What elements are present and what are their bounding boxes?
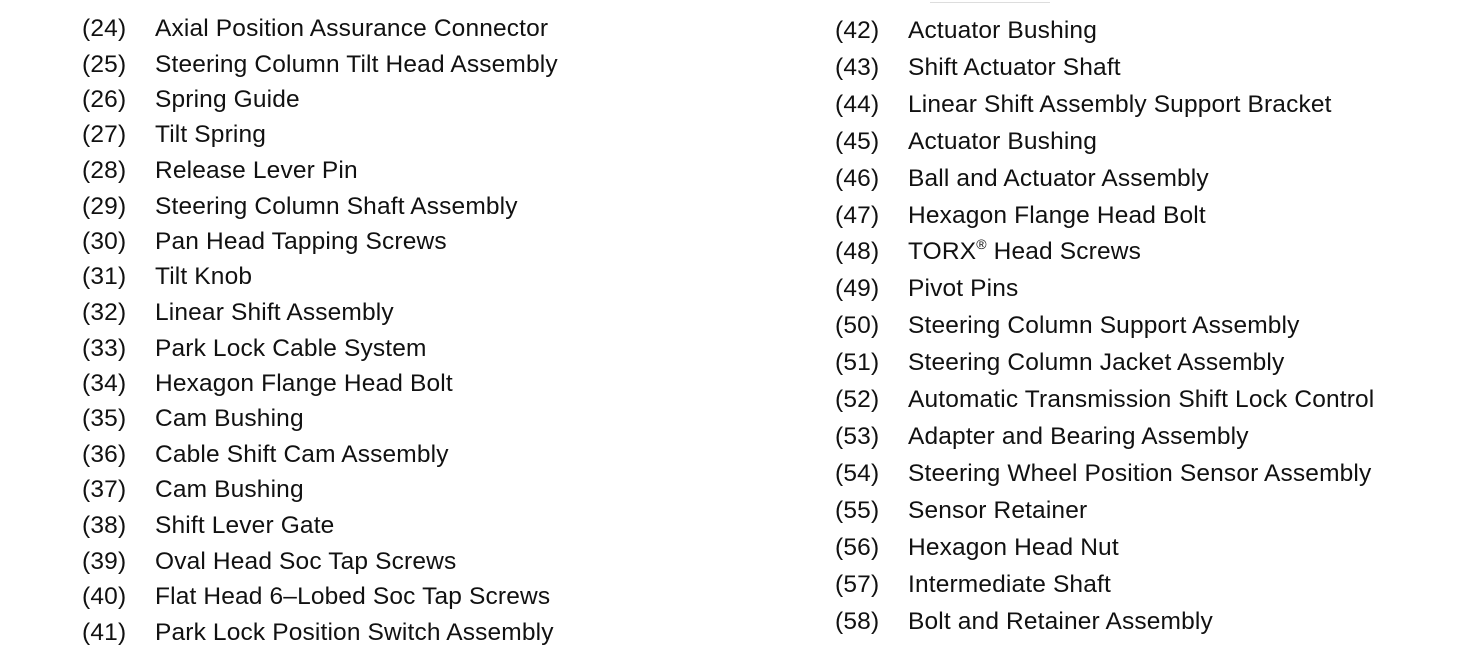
item-label: Flat Head 6–Lobed Soc Tap Screws	[155, 583, 551, 610]
item-number: (38)	[82, 512, 127, 539]
torx-label-suffix: Head Screws	[986, 238, 1141, 265]
item-number: (46)	[835, 165, 880, 192]
item-number: (47)	[835, 202, 880, 229]
item-number: (54)	[835, 460, 880, 487]
item-number: (58)	[835, 608, 880, 635]
item-number: (55)	[835, 497, 880, 524]
item-label: Pivot Pins	[908, 275, 1019, 302]
item-label: Shift Lever Gate	[155, 512, 335, 539]
item-label: Cam Bushing	[155, 476, 304, 503]
item-label: Steering Column Tilt Head Assembly	[155, 51, 558, 78]
item-label: Oval Head Soc Tap Screws	[155, 548, 457, 575]
item-number: (29)	[82, 193, 127, 220]
item-number: (50)	[835, 312, 880, 339]
item-number: (27)	[82, 121, 127, 148]
item-number: (53)	[835, 423, 880, 450]
item-number: (37)	[82, 476, 127, 503]
item-number: (32)	[82, 299, 127, 326]
item-number: (42)	[835, 17, 880, 44]
item-label: Hexagon Head Nut	[908, 534, 1119, 561]
item-label: Cam Bushing	[155, 405, 304, 432]
item-number: (31)	[82, 263, 127, 290]
cropped-text-fragment	[930, 0, 1050, 3]
item-number: (51)	[835, 349, 880, 376]
item-label: Hexagon Flange Head Bolt	[908, 202, 1206, 229]
item-number: (33)	[82, 335, 127, 362]
item-number: (28)	[82, 157, 127, 184]
item-label: Steering Column Shaft Assembly	[155, 193, 518, 220]
item-label: Adapter and Bearing Assembly	[908, 423, 1249, 450]
item-number: (41)	[82, 619, 127, 646]
item-number: (35)	[82, 405, 127, 432]
item-number: (36)	[82, 441, 127, 468]
item-label: Steering Wheel Position Sensor Assembly	[908, 460, 1372, 487]
item-label: Axial Position Assurance Connector	[155, 15, 549, 42]
item-number: (30)	[82, 228, 127, 255]
item-label: Spring Guide	[155, 86, 300, 113]
item-label: Linear Shift Assembly Support Bracket	[908, 91, 1332, 118]
item-number: (48)	[835, 238, 880, 265]
item-label: Park Lock Cable System	[155, 335, 427, 362]
item-number: (34)	[82, 370, 127, 397]
item-label	[908, 237, 1141, 267]
item-label: Steering Column Support Assembly	[908, 312, 1300, 339]
registered-mark: ®	[976, 236, 987, 252]
item-number: (24)	[82, 15, 127, 42]
item-label: Sensor Retainer	[908, 497, 1088, 524]
item-label: Park Lock Position Switch Assembly	[155, 619, 554, 646]
item-label: Bolt and Retainer Assembly	[908, 608, 1213, 635]
item-number: (26)	[82, 86, 127, 113]
item-number: (49)	[835, 275, 880, 302]
item-label: Ball and Actuator Assembly	[908, 165, 1209, 192]
item-number: (39)	[82, 548, 127, 575]
item-number: (25)	[82, 51, 127, 78]
item-label: Tilt Knob	[155, 263, 253, 290]
torx-label: TORX	[908, 238, 977, 265]
item-label: Intermediate Shaft	[908, 571, 1111, 598]
item-label: Linear Shift Assembly	[155, 299, 394, 326]
item-label: Release Lever Pin	[155, 157, 358, 184]
item-number: (40)	[82, 583, 127, 610]
item-number: (56)	[835, 534, 880, 561]
item-label: Pan Head Tapping Screws	[155, 228, 447, 255]
item-number: (52)	[835, 386, 880, 413]
item-label: Hexagon Flange Head Bolt	[155, 370, 453, 397]
item-label: Actuator Bushing	[908, 128, 1097, 155]
item-number: (44)	[835, 91, 880, 118]
item-label: Cable Shift Cam Assembly	[155, 441, 449, 468]
item-number: (57)	[835, 571, 880, 598]
item-number: (43)	[835, 54, 880, 81]
item-label: Actuator Bushing	[908, 17, 1097, 44]
item-number: (45)	[835, 128, 880, 155]
item-label: Tilt Spring	[155, 121, 267, 148]
item-label: Shift Actuator Shaft	[908, 54, 1121, 81]
item-label: Automatic Transmission Shift Lock Control	[908, 386, 1375, 413]
item-label: Steering Column Jacket Assembly	[908, 349, 1285, 376]
